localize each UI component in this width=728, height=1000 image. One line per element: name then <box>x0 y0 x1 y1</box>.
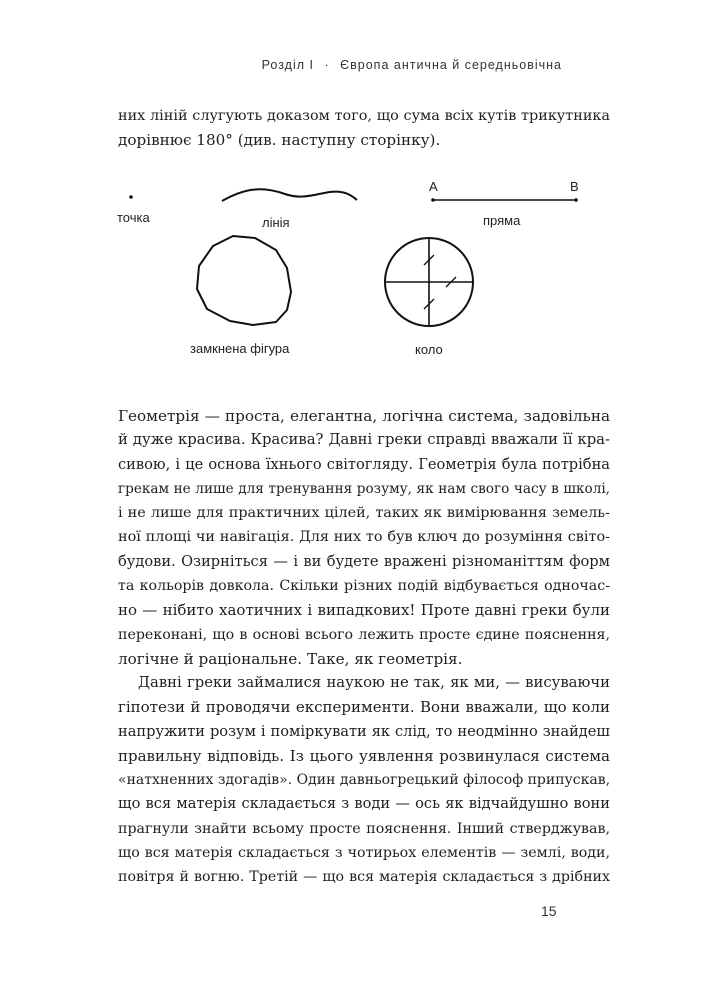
circle-label: коло <box>415 342 443 357</box>
text-line: «натхненних здогадів». Один давньогрецький філософ припускав, <box>118 772 611 789</box>
text-line: логічне й раціональне. Таке, як геометрія. <box>118 649 463 668</box>
text-line: переконані, що в основі всього лежить просте єдине пояснення, <box>118 626 610 643</box>
straight-label: пряма <box>483 213 521 228</box>
closed-figure-mark <box>197 236 291 325</box>
text-line: прагнули знайти всьому просте пояснення. Інший стверджував, <box>118 820 610 837</box>
text-line: но — нібито хаотичних і випадкових! Проте давні греки були <box>118 601 610 620</box>
closed-figure-label: замкнена фігура <box>190 341 290 356</box>
body-paragraph-1 <box>118 404 610 671</box>
running-header <box>262 58 562 72</box>
geometry-figures-diagram <box>0 170 728 370</box>
text-line: ної площі чи навігація. Для них то був ключ до розуміння світо- <box>118 529 610 546</box>
text-line: Давні греки займалися наукою не так, як ми, — висуваючи <box>138 674 610 691</box>
text-line: й дуже красива. Красива? Давні греки справді вважали її кра- <box>118 431 610 449</box>
text-line: що вся матерія складається з води — ось як відчайдушно вони <box>118 795 610 813</box>
point-a-mark <box>431 198 435 202</box>
text-line: і не лише для практичних цілей, таких як вимірювання земель- <box>118 505 610 522</box>
point-mark <box>129 195 133 199</box>
page-number: 15 <box>541 903 557 919</box>
text-line: правильну відповідь. Із цього уявлення розвинулася система <box>118 746 610 765</box>
point-b-mark <box>574 198 578 202</box>
chapter-label: Розділ І <box>261 58 314 72</box>
text-line: напружити розум і поміркувати як слід, то неодмінно знайдеш <box>118 722 610 740</box>
text-line: повітря й вогню. Третій — що вся матерія складається з дрібних <box>118 869 610 886</box>
text-line: гіпотези й проводячи експерименти. Вони вважали, що коли <box>118 698 610 717</box>
curve-line-mark <box>222 189 357 201</box>
line-label: лінія <box>262 215 290 230</box>
text-line: Геометрія — проста, елегантна, логічна система, задовільна <box>118 407 610 425</box>
text-line: грекам не лише для тренування розуму, як нам свого часу в школі, <box>118 480 610 497</box>
point-label: точка <box>117 210 150 225</box>
intro-paragraph <box>118 104 610 153</box>
text-line: сивою, і це основа їхнього світогляду. Геометрія була потрібна <box>118 455 610 473</box>
text-line: них ліній слугують доказом того, що сума всіх кутів трикутника <box>118 108 610 124</box>
chapter-title: Європа антична й середньовічна <box>340 58 562 72</box>
point-b-label: B <box>570 179 579 194</box>
point-a-label: A <box>429 179 438 194</box>
text-line: що вся матерія складається з чотирьох елементів — землі, води, <box>118 845 610 862</box>
header-separator: · <box>324 58 330 72</box>
text-line: дорівнює 180° (див. наступну сторінку). <box>118 131 441 150</box>
body-paragraph-2 <box>118 671 610 890</box>
text-line: та кольорів довкола. Скільки різних подій відбувається одночас- <box>118 578 610 595</box>
text-line: будови. Озирніться — і ви будете вражені різноманіттям форм <box>118 552 610 570</box>
